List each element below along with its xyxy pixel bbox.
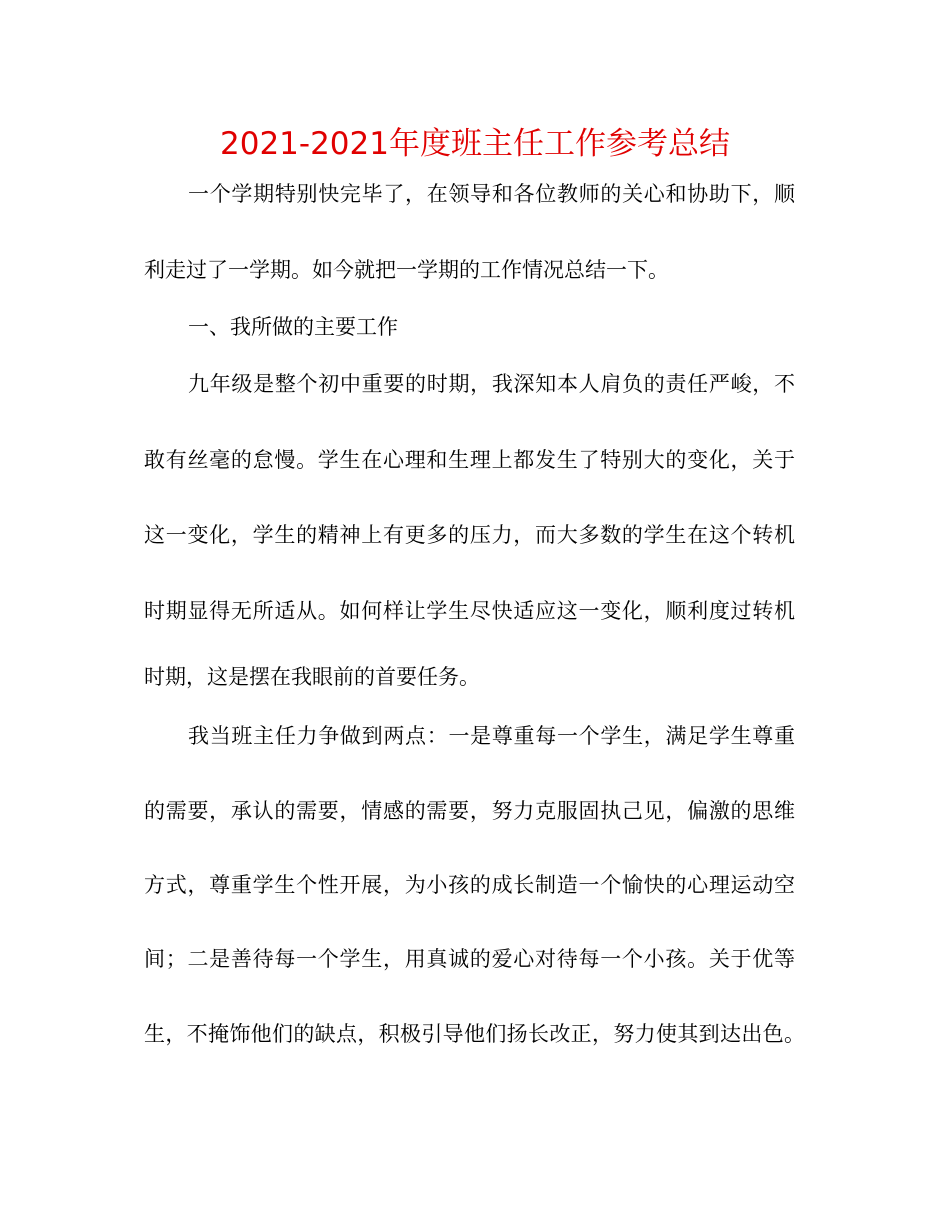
document-title: 2021-2021年度班主任工作参考总结: [220, 126, 730, 162]
line-text: 一个学期特别快完毕了，在领导和各位教师的关心和协助下，顺: [188, 182, 795, 206]
line-text: 九年级是整个初中重要的时期，我深知本人肩负的责任严峻，不: [188, 372, 795, 396]
line-text: 的需要，承认的需要，情感的需要，努力克服固执己见，偏激的思维: [144, 799, 795, 823]
line-text: 我当班主任力争做到两点：一是尊重每一个学生，满足学生尊重: [188, 724, 795, 748]
line-text: 一、我所做的主要工作: [188, 315, 398, 339]
line-text: 时期显得无所适从。如何样让学生尽快适应这一变化，顺利度过转机: [144, 599, 795, 623]
line-text: 间；二是善待每一个学生，用真诚的爱心对待每一个小孩。关于优等: [144, 947, 795, 971]
line-text: 时期，这是摆在我眼前的首要任务。: [144, 665, 480, 689]
line-text: 敢有丝毫的怠慢。学生在心理和生理上都发生了特别大的变化，关于: [144, 448, 795, 472]
line-text: 方式，尊重学生个性开展，为小孩的成长制造一个愉快的心理运动空: [144, 873, 795, 897]
line-text: 利走过了一学期。如今就把一学期的工作情况总结一下。: [144, 258, 669, 282]
line-text: 这一变化，学生的精神上有更多的压力，而大多数的学生在这个转机: [144, 523, 795, 547]
line-text: 生，不掩饰他们的缺点，积极引导他们扬长改正，努力使其到达出色。: [144, 1022, 805, 1046]
